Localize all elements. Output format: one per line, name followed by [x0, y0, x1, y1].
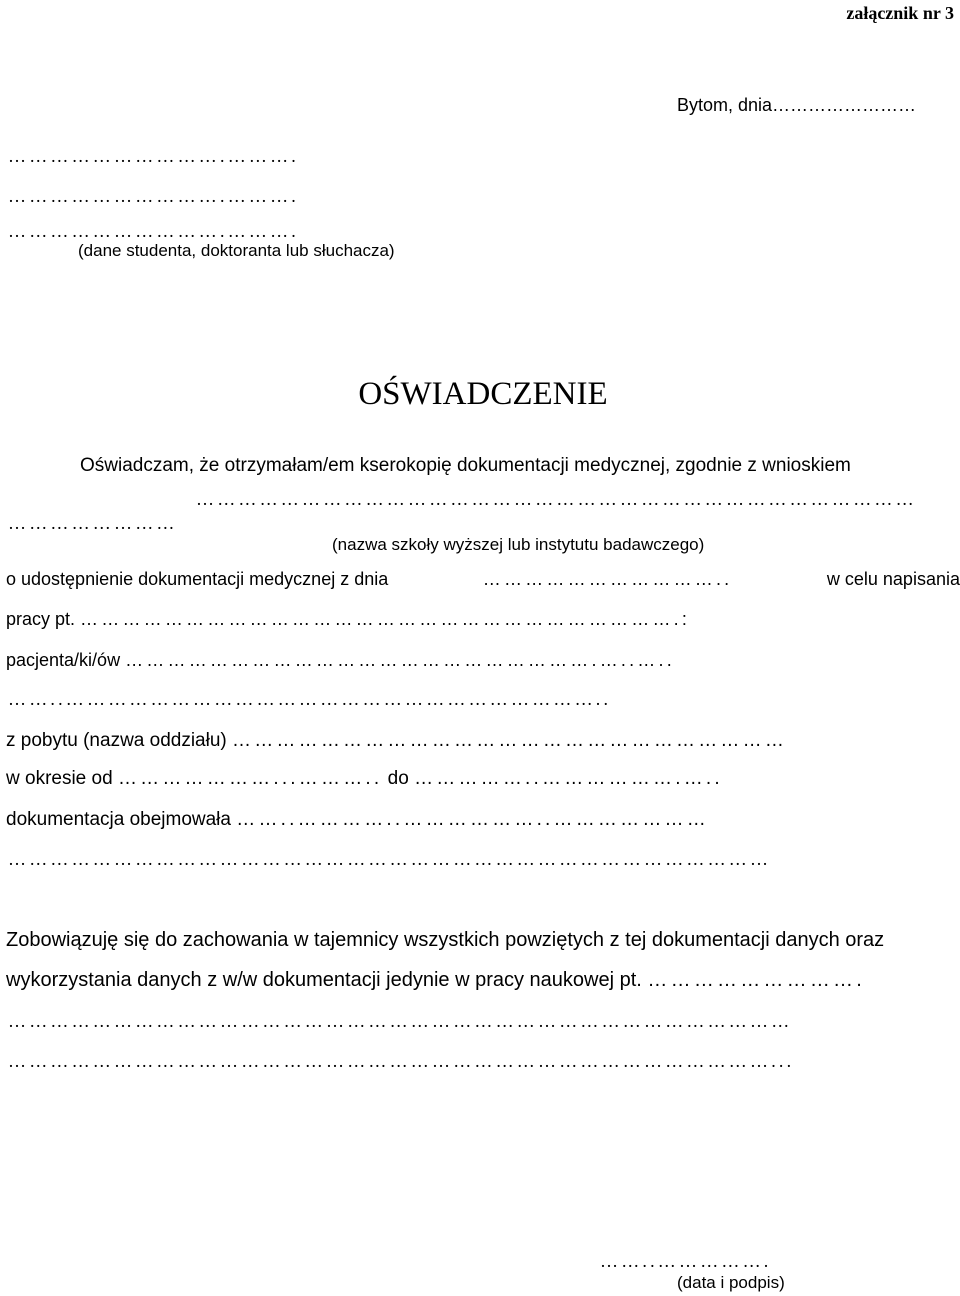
- access-date-dots: ……………………………..: [482, 569, 733, 589]
- period-line: [6, 769, 723, 788]
- commitment-line-1: Zobowiązuję się do zachowania w tajemnicy wszystkich powziętych z tej dokumentacji danych oraz: [6, 929, 885, 951]
- student-line-2: ………………………….……….: [8, 186, 299, 206]
- access-text-right: w celu napisania: [826, 569, 960, 589]
- institution-dots-1: …………………………………………………………………………………………: [196, 489, 917, 509]
- ward-line: [6, 731, 787, 750]
- access-line: [6, 570, 960, 588]
- place-date: Bytom, dnia……………………: [677, 95, 917, 115]
- document-title: OŚWIADCZENIE: [358, 376, 608, 412]
- patient-line: [6, 651, 675, 669]
- period-to-label: do: [387, 768, 409, 789]
- thesis-dots: ………………………………………………………………………….:: [80, 609, 691, 629]
- ward-dots: …………………………………………………………………: [232, 730, 788, 751]
- scope-label: dokumentacja obejmowała: [6, 809, 231, 830]
- institution-caption: (nazwa szkoły wyższej lub instytutu badawczego): [332, 535, 705, 554]
- period-from-label: w okresie od: [6, 768, 113, 789]
- student-line-1: ………………………….……….: [8, 146, 299, 166]
- scope-line: [6, 810, 709, 829]
- patient-dots: ………………………………………………………….…..…..: [125, 650, 675, 670]
- institution-dots-2: ……………………: [8, 513, 178, 533]
- signature-caption: (data i podpis): [677, 1273, 785, 1292]
- student-caption: (dane studenta, doktoranta lub słuchacza): [78, 241, 395, 260]
- access-text-left: o udostępnienie dokumentacji medycznej z dnia: [6, 569, 389, 589]
- commitment-title-dots: ……………………….: [647, 969, 865, 991]
- commitment-dots-4: ………………………………………………………………………………………………...: [8, 1051, 795, 1071]
- period-from-dots: …………………...………..: [117, 768, 383, 789]
- intro-text: Oświadczam, że otrzymałam/em kserokopię dokumentacji medycznej, zgodnie z wnioskiem: [80, 455, 851, 476]
- student-line-3: ………………………….……….: [8, 221, 299, 241]
- commitment-dots-3: …………………………………………………………………………………………………: [8, 1011, 793, 1031]
- ward-label: z pobytu (nazwa oddziału): [6, 730, 227, 751]
- patient-label: pacjenta/ki/ów: [6, 650, 121, 670]
- thesis-line: [6, 610, 690, 628]
- patient-dots-2: ……..…………………………………………………………………..: [8, 689, 612, 709]
- commitment-line-2: [6, 970, 865, 990]
- signature-dots: ……..…………….: [600, 1251, 772, 1271]
- commitment-text: wykorzystania danych z w/w dokumentacji jedynie w pracy naukowej pt.: [6, 969, 642, 991]
- thesis-label: pracy pt.: [6, 609, 76, 629]
- scope-dots-2: ………………………………………………………………………………………………: [8, 849, 772, 869]
- period-to-dots: ……………..……………….…..: [414, 768, 723, 789]
- scope-dots: ……..…………..………………..…………………: [236, 809, 709, 830]
- annex-label: załącznik nr 3: [846, 3, 954, 23]
